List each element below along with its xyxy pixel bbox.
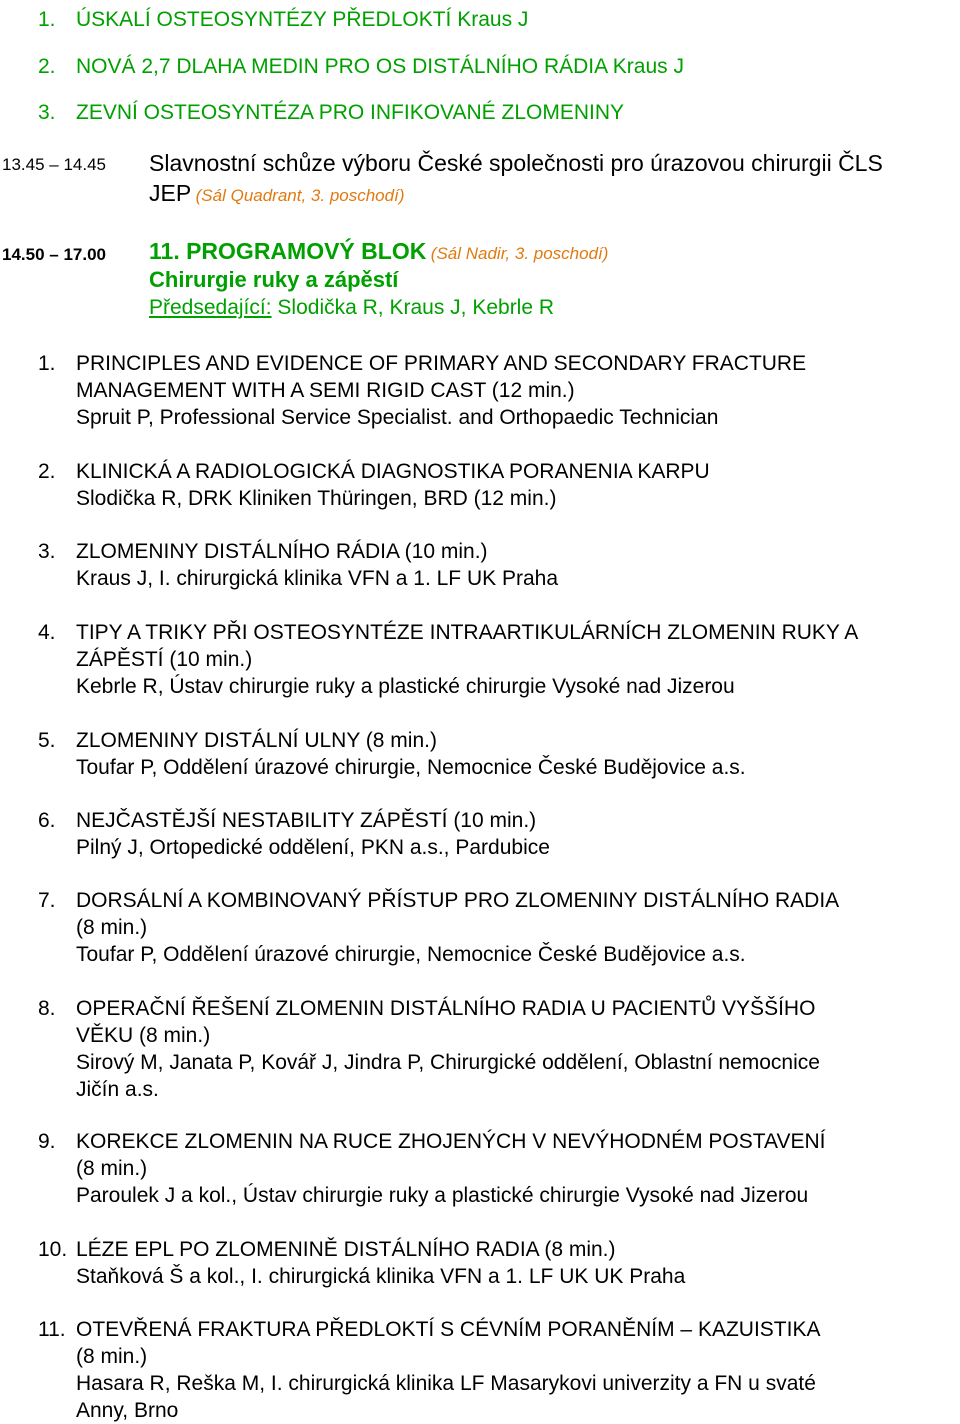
block-title: 11. PROGRAMOVÝ BLOK: [149, 238, 427, 264]
chairs-names: Slodička R, Kraus J, Kebrle R: [277, 296, 555, 319]
block-time: 14.50 – 17.00: [2, 245, 106, 264]
item-title: OTEVŘENÁ FRAKTURA PŘEDLOKTÍ S CÉVNÍM PORANĚNÍM – KAZUISTIKA: [76, 1318, 821, 1341]
item-title: (8 min.): [76, 1157, 148, 1180]
item-speaker: Slodička R, DRK Kliniken Thüringen, BRD (12 min.): [76, 487, 557, 510]
chairs-line: [149, 296, 554, 320]
item-speaker: Spruit P, Professional Service Specialist. and Orthopaedic Technician: [76, 406, 719, 429]
top-item-text: NOVÁ 2,7 DLAHA MEDIN PRO OS DISTÁLNÍHO RÁDIA Kraus J: [76, 55, 684, 78]
item-number: 1.: [38, 352, 56, 375]
item-speaker: Toufar P, Oddělení úrazové chirurgie, Nemocnice České Budějovice a.s.: [76, 943, 746, 966]
item-number: 2.: [38, 460, 56, 483]
top-item-number: 3.: [38, 101, 56, 124]
top-item-2: [38, 55, 938, 81]
item-speaker: Anny, Brno: [76, 1399, 179, 1422]
item-number: 10.: [38, 1238, 68, 1261]
item-title: VĚKU (8 min.): [76, 1024, 211, 1047]
meeting-title-line2: [149, 180, 404, 207]
item-number: 7.: [38, 889, 56, 912]
item-number: 8.: [38, 997, 56, 1020]
item-title: ZLOMENINY DISTÁLNÍHO RÁDIA (10 min.): [76, 540, 488, 563]
item-title: OPERAČNÍ ŘEŠENÍ ZLOMENIN DISTÁLNÍHO RADIA U PACIENTŮ VYŠŠÍHO: [76, 997, 816, 1020]
item-number: 5.: [38, 729, 56, 752]
item-title: KLINICKÁ A RADIOLOGICKÁ DIAGNOSTIKA PORANENIA KARPU: [76, 460, 710, 483]
top-item-1: [38, 8, 938, 34]
item-speaker: Staňková Š a kol., I. chirurgická klinika VFN a 1. LF UK UK Praha: [76, 1265, 686, 1288]
item-speaker: Pilný J, Ortopedické oddělení, PKN a.s., Pardubice: [76, 836, 550, 859]
item-title: KOREKCE ZLOMENIN NA RUCE ZHOJENÝCH V NEVÝHODNÉM POSTAVENÍ: [76, 1130, 826, 1153]
top-item-text: ÚSKALÍ OSTEOSYNTÉZY PŘEDLOKTÍ Kraus J: [76, 8, 529, 31]
item-title: (8 min.): [76, 916, 148, 939]
top-item-3: [38, 101, 938, 127]
item-title: TIPY A TRIKY PŘI OSTEOSYNTÉZE INTRAARTIKULÁRNÍCH ZLOMENIN RUKY A: [76, 621, 859, 644]
meeting-title: Slavnostní schůze výboru České společnosti pro úrazovou chirurgii ČLS: [149, 150, 883, 176]
item-speaker: Kraus J, I. chirurgická klinika VFN a 1. LF UK Praha: [76, 567, 559, 590]
item-speaker: Kebrle R, Ústav chirurgie ruky a plastické chirurgie Vysoké nad Jizerou: [76, 675, 735, 698]
block-header: [149, 238, 608, 265]
item-title: ZLOMENINY DISTÁLNÍ ULNY (8 min.): [76, 729, 437, 752]
item-speaker: Hasara R, Reška M, I. chirurgická klinika LF Masarykovi univerzity a FN u svaté: [76, 1372, 816, 1395]
chair-label: Předsedající:: [149, 296, 272, 319]
item-speaker: Paroulek J a kol., Ústav chirurgie ruky a plastické chirurgie Vysoké nad Jizerou: [76, 1184, 809, 1207]
block-location: (Sál Nadir, 3. poschodí): [430, 244, 609, 263]
item-title: MANAGEMENT WITH A SEMI RIGID CAST (12 min.): [76, 379, 575, 402]
item-speaker: Sirový M, Janata P, Kovář J, Jindra P, Chirurgické oddělení, Oblastní nemocnice: [76, 1051, 820, 1074]
item-number: 6.: [38, 809, 56, 832]
top-item-text: ZEVNÍ OSTEOSYNTÉZA PRO INFIKOVANÉ ZLOMENINY: [76, 101, 625, 124]
top-item-number: 2.: [38, 55, 56, 78]
meeting-location: (Sál Quadrant, 3. poschodí): [195, 186, 405, 205]
item-title: DORSÁLNÍ A KOMBINOVANÝ PŘÍSTUP PRO ZLOMENINY DISTÁLNÍHO RADIA: [76, 889, 840, 912]
item-number: 9.: [38, 1130, 56, 1153]
top-item-number: 1.: [38, 8, 56, 31]
item-title: LÉZE EPL PO ZLOMENINĚ DISTÁLNÍHO RADIA (8 min.): [76, 1238, 616, 1261]
item-title: PRINCIPLES AND EVIDENCE OF PRIMARY AND SECONDARY FRACTURE: [76, 352, 807, 375]
item-number: 11.: [38, 1318, 66, 1341]
item-number: 3.: [38, 540, 56, 563]
item-speaker: Jičín a.s.: [76, 1078, 159, 1101]
block-subtitle: Chirurgie ruky a zápěstí: [149, 267, 399, 292]
item-speaker: Toufar P, Oddělení úrazové chirurgie, Nemocnice České Budějovice a.s.: [76, 756, 746, 779]
item-title: (8 min.): [76, 1345, 148, 1368]
meeting-time: 13.45 – 14.45: [2, 155, 106, 174]
meeting-title-jep: JEP: [149, 180, 192, 206]
item-number: 4.: [38, 621, 56, 644]
item-title: ZÁPĚSTÍ (10 min.): [76, 648, 253, 671]
item-title: NEJČASTĚJŠÍ NESTABILITY ZÁPĚSTÍ (10 min.): [76, 809, 537, 832]
